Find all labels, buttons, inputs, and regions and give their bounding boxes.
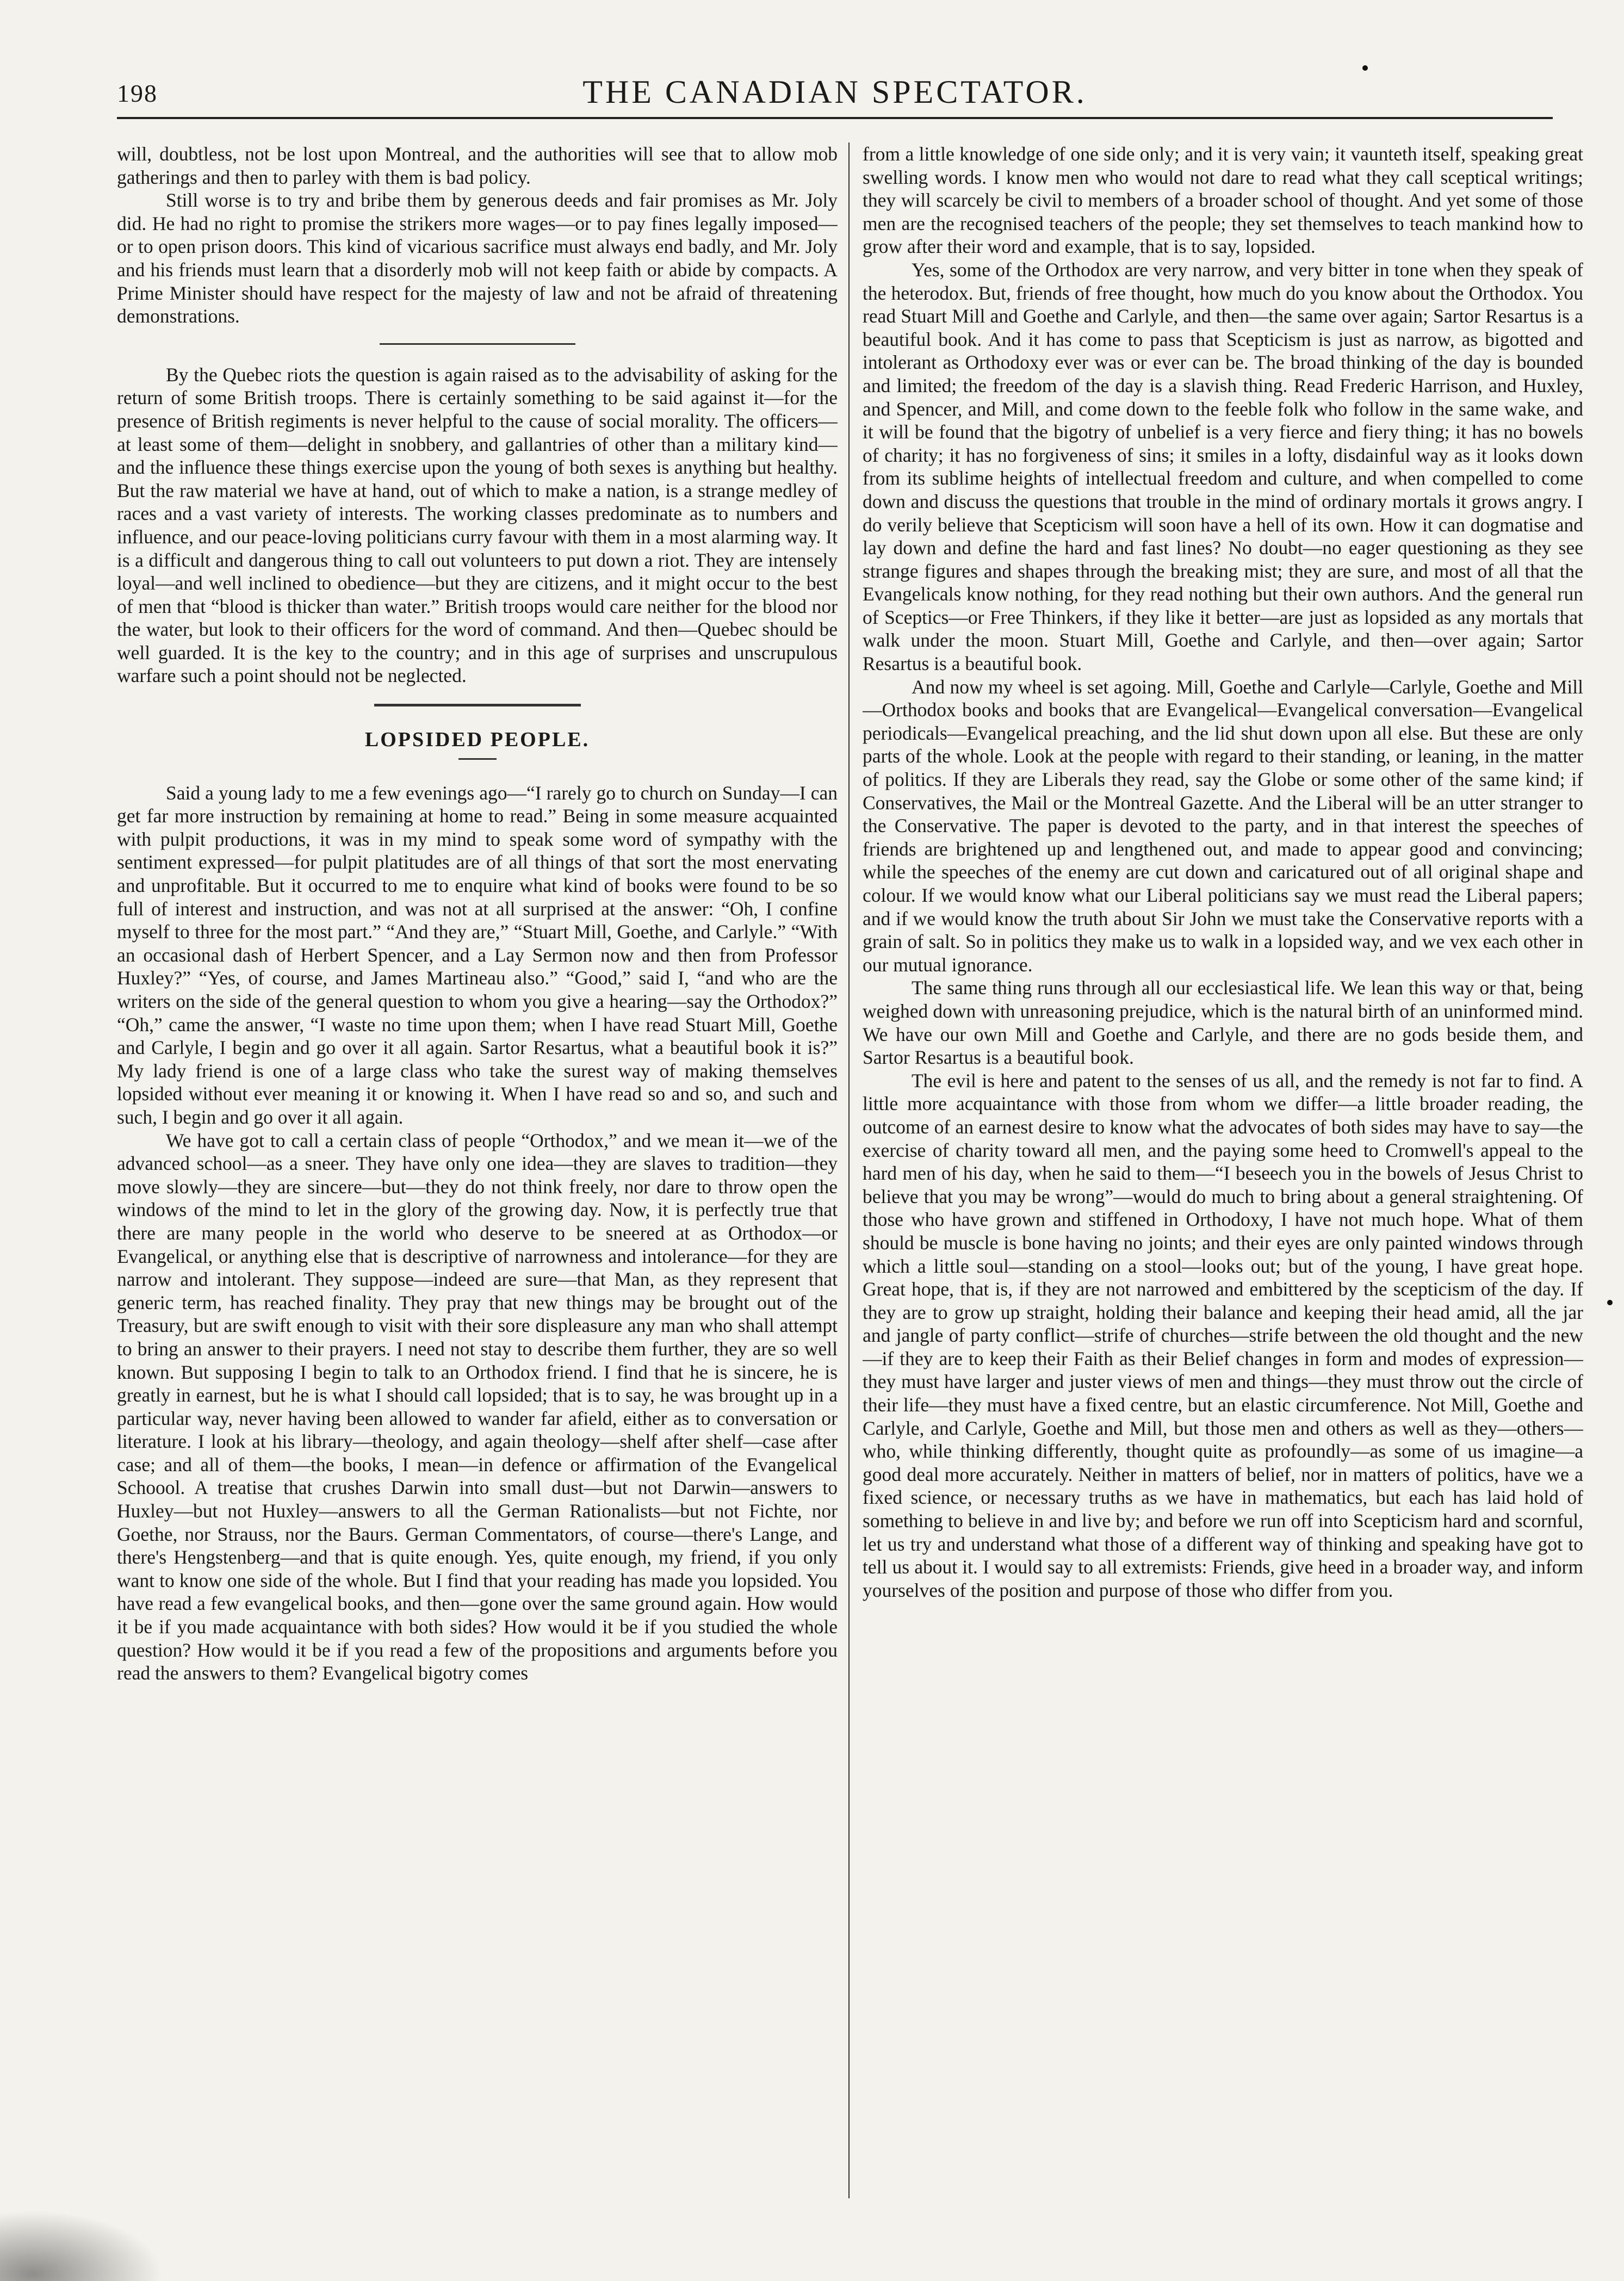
heading-rule [458,758,497,760]
article-heading: LOPSIDED PEOPLE. [364,728,590,752]
paragraph: from a little knowledge of one side only; and it is very vain; it vaunteth itself, speaking great swelling words. I know men who would not dare to read what they call sceptical writings; they will scarcely be civil to members of a broader school of thought. And yet some of those men are the recognised teachers of the people; they set themselves to teach mankind how to grow after their word and example, that is to say, lopsided. [863,143,1583,258]
page-header [117,73,1553,119]
paragraph: Yes, some of the Orthodox are very narrow, and very bitter in tone when they speak of the heterodox. But, friends of free thought, how much do you know about the Orthodox. You read Stuart Mill and Goethe and Carlyle, and then—the same over again; Sartor Resartus is a beautiful book. And it has come to pass that Scepticism is just as narrow, as bigotted and intolerant as Orthodoxy ever was or ever can be. The broad thinking of the day is bounded and limited; the freedom of the day is a slavish thing. Read Frederic Harrison, and Huxley, and Spencer, and Mill, and come down to the feeble folk who follow in the same wake, and it will be found that the bigotry of unbelief is a very fierce and fiery thing; it has no bowels of charity; it has no forgiveness of sins; it smiles in a lofty, disdainful way as it looks down from its sublime heights of intellectual freedom and culture, and when compelled to come down and discuss the questions that trouble in the mind of ordinary mortals it grows angry. I do verily believe that Scepticism will soon have a hell of its own. How it can dogmatise and lay down and define the hard and fast lines? No doubt—no eager questioning as they see strange figures and shapes through the breaking mist; they are sure, and most of all that the Evangelicals know nothing, for they read nothing but their own authors. And the general run of Sceptics—or Free Thinkers, if they like it better—are just as lopsided as any mortals that walk under the moon. Stuart Mill, Goethe and Carlyle, and then—over again; Sartor Resartus is a beautiful book. [863,258,1583,675]
paragraph: will, doubtless, not be lost upon Montreal, and the authorities will see that to allow mob gatherings and then to parley with them is bad policy. [117,143,838,188]
paragraph: Still worse is to try and bribe them by generous deeds and fair promises as Mr. Joly did. He had no right to promise the strikers more wages—or to pay fines legally imposed—or to open prison doors. This kind of vicarious sacrifice must always end badly, and Mr. Joly and his friends must learn that a disorderly mob will not keep faith or abide by compacts. A Prime Minister should have respect for the majesty of law and not be afraid of threatening demonstrations. [117,189,838,327]
paragraph: Said a young lady to me a few evenings ago—“I rarely go to church on Sunday—I can get far more instruction by remaining at home to read.” Being in some measure acquainted with pulpit productions, it was in my mind to speak some word of sympathy with the sentiment expressed—for pulpit platitudes are of all things of that sort the most enervating and unprofitable. But it occurred to me to enquire what kind of books were found to be so full of interest and instruction, and was not at all surprised at the answer: “Oh, I confine myself to three for the most part.” “And they are,” “Stuart Mill, Goethe, and Carlyle.” “With an occasional dash of Herbert Spencer, and a Lay Sermon now and then from Professor Huxley?” “Yes, of course, and James Martineau also.” “Good,” said I, “and who are the writers on the side of the general question to whom you give a hearing—say the Orthodox?” “Oh,” came the answer, “I waste no time upon them; when I have read Stuart Mill, Goethe and Carlyle, I begin and go over it all again. Sartor Resartus, what a beautiful book it is?” My lady friend is one of a large class who take the surest way of making themselves lopsided without ever meaning it or knowing it. When I have read so and so, and such and such, I begin and go over it all again. [117,782,838,1128]
page-number: 198 [117,79,158,107]
right-column [863,142,1583,2209]
section-divider [380,343,575,345]
paragraph: And now my wheel is set agoing. Mill, Goethe and Carlyle—Carlyle, Goethe and Mill—Orthodox books and books that are Evangelical—Evangelical conversation—Evangelical periodicals—Evangelical preaching, and the lid shut down upon all else. But these are only parts of the whole. Look at the people with regard to their standing, or leaning, in the matter of politics. If they are Liberals they read, say the Globe or some other of the same kind; if Conservatives, the Mail or the Montreal Gazette. And the Liberal will be an utter stranger to the Conservative. The paper is devoted to the party, and in that interest the speeches of friends are brightened up and lengthened out, and made to appear good and convincing; while the speeches of the enemy are cut down and caricatured out of all original shape and colour. If we would know what our Liberal politicians say we must read the Liberal papers; and if we would know the truth about Sir John we must take the Conservative reports with a grain of salt. So in politics they make us to walk in a lopsided way, and we vex each other in our mutual ignorance. [863,675,1583,976]
paragraph: We have got to call a certain class of people “Orthodox,” and we mean it—we of the advanced school—as a sneer. They have only one idea—they are slaves to tradition—they move slowly—they are sincere—but—they do not think freely, nor dare to throw open the windows of the mind to let in the glory of the growing day. Now, it is perfectly true that there are many people in the world who deserve to be sneered at as Orthodox—or Evangelical, or anything else that is descriptive of narrowness and intolerance—for they are narrow and intolerant. They suppose—indeed are sure—that Man, as they represent that generic term, has reached finality. They pray that new things may be brought out of the Treasury, but are swift enough to visit with their sore displeasure any man who shall attempt to bring an answer to their prayers. I need not stay to describe them further, they are so well known. But supposing I begin to talk to an Orthodox friend. I find that he is sincere, he is greatly in earnest, but he is what I should call lopsided; that is to say, he was brought up in a particular way, never having been allowed to wander far afield, either as to conversation or literature. I look at his library—theology, and again theology—shelf after shelf—case after case; and all of them—the books, I mean—in defence or affirmation of the Evangelical Schoool. A treatise that crushes Darwin into small dust—but not Darwin—answers to Huxley—but not Huxley—answers to all the German Rationalists—but not Fichte, nor Goethe, nor Strauss, nor the Baurs. German Commentators, of course—there's Lange, and there's Hengstenberg—and that is quite enough. Yes, quite enough, my friend, if you only want to know one side of the whole. But I find that your reading has made you lopsided. You have read a few evangelical books, and then—gone over the same ground again. How would it be if you made acquaintance with both sides? How would it be if you studied the whole question? How would it be if you read a few of the propositions and arguments before you read the answers to them? Evangelical bigotry comes [117,1129,838,1684]
paragraph: By the Quebec riots the question is again raised as to the advisability of asking for the return of some British troops. There is certainly something to be said against it—for the presence of British regiments is never helpful to the cause of social morality. The officers—at least some of them—delight in snobbery, and gallantries of other than a military kind—and the influence these things exercise upon the young of both sexes is anything but healthy. But the raw material we have at hand, out of which to make a nation, is a strange medley of races and a vast variety of interests. The working classes predominate as to numbers and influence, and our peace-loving politicians curry favour with them in a most alarming way. It is a difficult and dangerous thing to call out volunteers to put down a riot. They are intensely loyal—and well inclined to obedience—but they are citizens, and it might occur to the best of men that “blood is thicker than water.” British troops would care neither for the blood nor the water, but look to their officers for the word of command. And then—Quebec should be well guarded. It is the key to the country; and in this age of surprises and unscrupulous warfare such a point should not be neglected. [117,363,838,687]
left-column [117,142,838,2209]
masthead-title: THE CANADIAN SPECTATOR. [582,74,1087,110]
section-divider [374,704,581,706]
column-rule [848,142,850,2198]
ink-speck [1362,65,1368,71]
paper-stain [0,2210,163,2281]
paragraph: The evil is here and patent to the senses of us all, and the remedy is not far to find. A little more acquaintance with those from whom we differ—a little broader reading, the outcome of an earnest desire to know what the advocates of both sides may have to say—the exercise of charity toward all men, and the paying some heed to Cromwell's appeal to the hard men of his day, when he said to them—“I beseech you in the bowels of Jesus Christ to believe that you may be wrong”—would do much to bring about a general straightening. Of those who have grown and stiffened in Orthodoxy, I have not much hope. What of them should be muscle is bone having no joints; and their eyes are only painted windows through which a little soul—standing on a stool—looks out; but of the young, I have great hope. Great hope, that is, if they are not narrowed and embittered by the scepticism of the day. If they are to grow up straight, holding their balance and keeping their head amid, all the jar and jangle of party conflict—strife of churches—strife between the old thought and the new—if they are to keep their Faith as their Belief changes in form and modes of expression—they must have larger and juster views of men and things—they must throw out the circle of their life—they must have a fixed centre, but an elastic circumference. Not Mill, Goethe and Carlyle, and Carlyle, Goethe and Mill, but those men and others as well as they—others—who, while thinking differently, thought quite as profoundly—as some of us imagine—a good deal more accurately. Neither in matters of belief, nor in matters of politics, have we a fixed science, or necessary truths as we have in mathematics, but each has laid hold of something to believe in and live by; and before we run off into Scepticism hard and scornful, let us try and understand what those of a different way of thinking and speaking have got to tell us about it. I would say to all extremists: Friends, give heed in a broader way, and inform yourselves of the position and purpose of those who differ from you. [863,1069,1583,1601]
ink-speck [1607,1300,1613,1305]
paragraph: The same thing runs through all our ecclesiastical life. We lean this way or that, being weighed down with unreasoning prejudice, which is the natural birth of an uninformed mind. We have our own Mill and Goethe and Carlyle, and there are no gods beside them, and Sartor Resartus is a beautiful book. [863,977,1583,1069]
